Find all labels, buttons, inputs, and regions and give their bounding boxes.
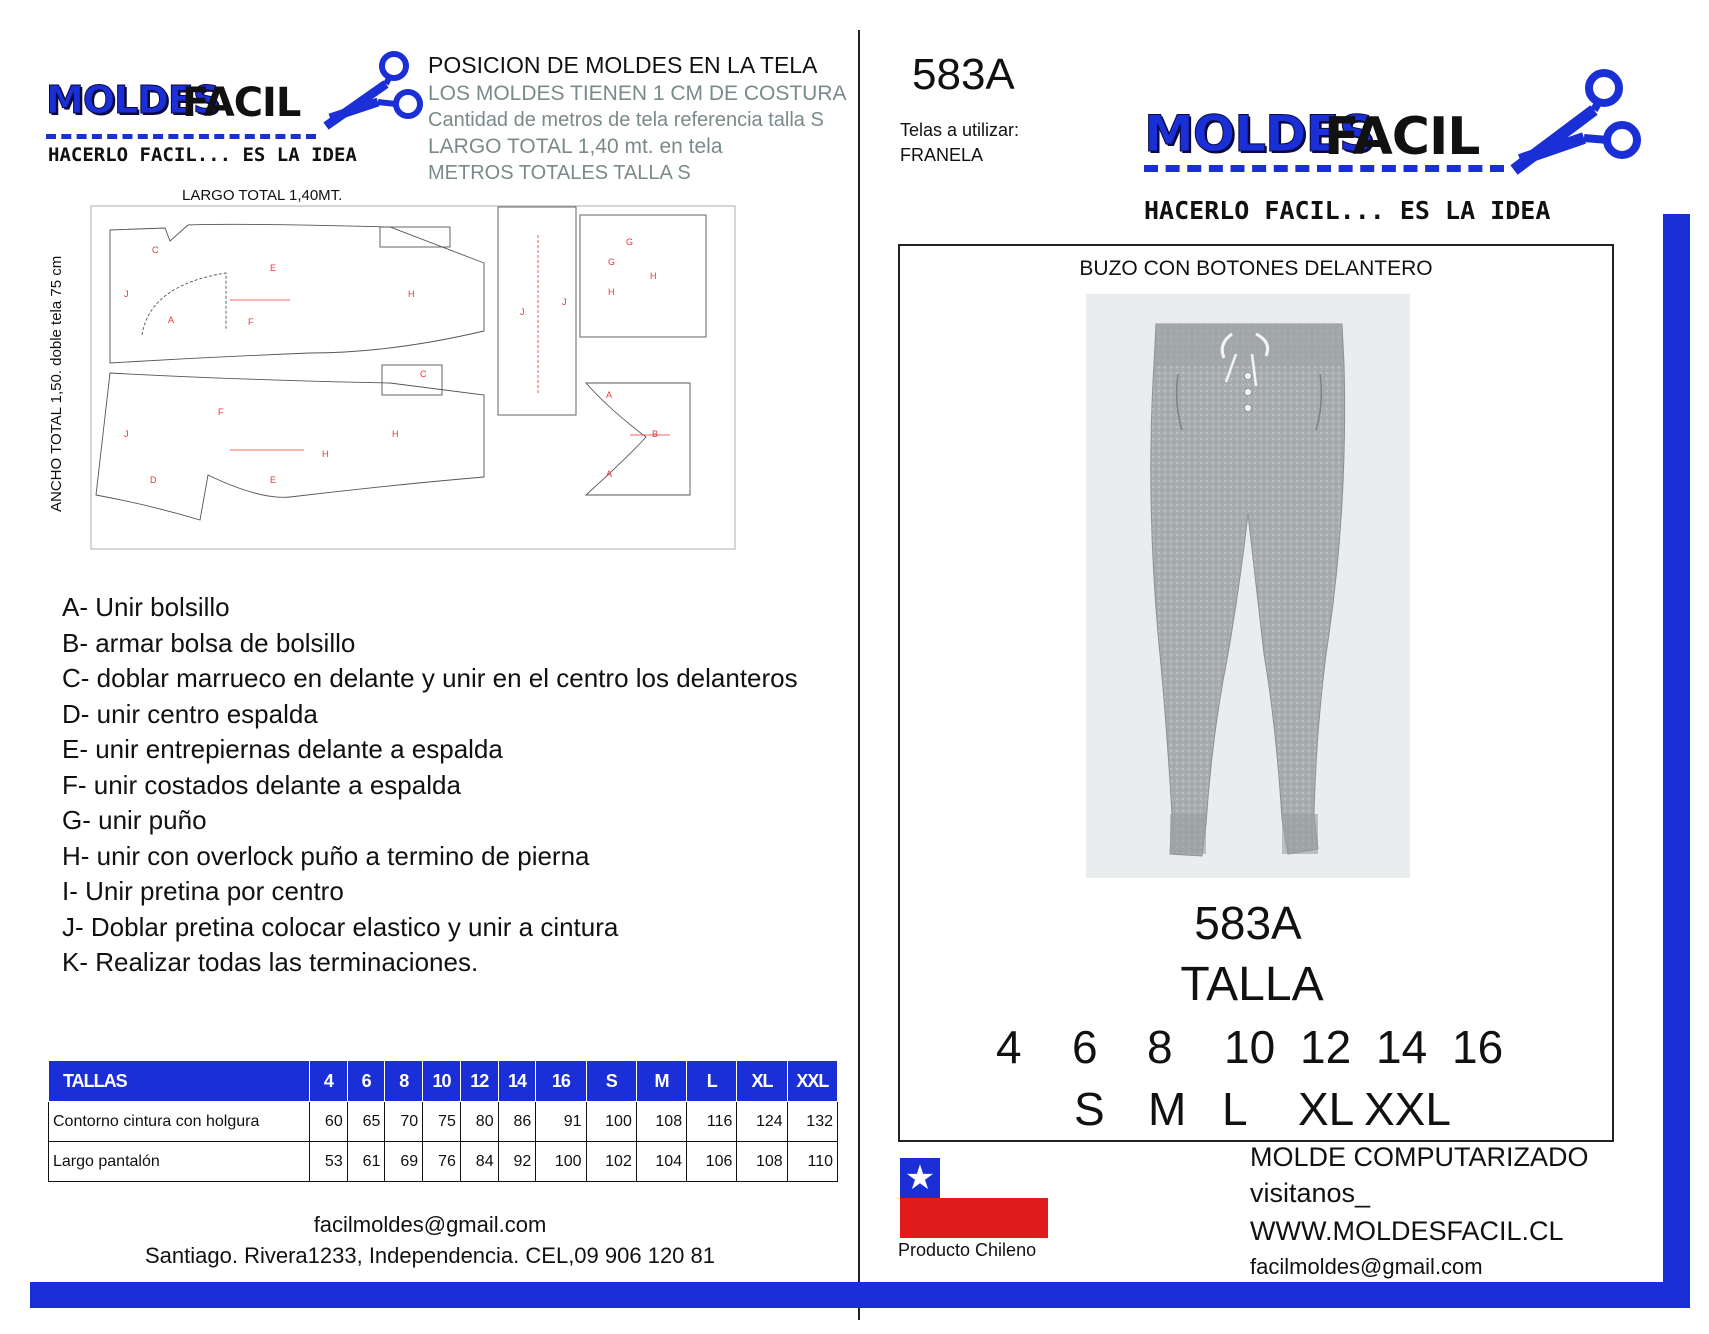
logo-dashed-line [46, 134, 316, 139]
product-title: BUZO CON BOTONES DELANTERO [1079, 257, 1433, 280]
logo-dashed-line [1144, 165, 1504, 172]
logo-moldes-text: MOLDES [46, 78, 220, 122]
svg-text:J: J [520, 307, 525, 317]
seam-note: LOS MOLDES TIENEN 1 CM DE COSTURA [428, 82, 847, 105]
size-header-cell: 12 [460, 1061, 498, 1102]
table-cell: 80 [460, 1102, 498, 1142]
table-cell: 110 [787, 1142, 837, 1182]
table-cell: 84 [460, 1142, 498, 1182]
size-xl: XL [1298, 1083, 1355, 1135]
tagline-left: HACERLO FACIL... ES LA IDEA [48, 144, 357, 166]
tagline-right: HACERLO FACIL... ES LA IDEA [1144, 196, 1551, 225]
size-header-cell: 14 [498, 1061, 536, 1102]
svg-text:G: G [626, 237, 634, 247]
table-cell: 70 [385, 1102, 423, 1142]
right-side-bar [1663, 214, 1690, 1308]
step-j: J- Doblar pretina colocar elastico y unir a cintura [62, 911, 619, 942]
step-h: H- unir con overlock puño a termino de pierna [62, 840, 590, 871]
table-cell: 104 [636, 1142, 686, 1182]
size-header-cell: 8 [385, 1061, 423, 1102]
svg-text:D: D [150, 475, 157, 485]
size-header-cell: 6 [347, 1061, 385, 1102]
layout-side-label: ANCHO TOTAL 1,50. doble tela 75 cm [48, 255, 65, 512]
table-cell: 61 [347, 1142, 385, 1182]
size-l: L [1222, 1083, 1248, 1135]
svg-text:H: H [392, 429, 399, 439]
table-cell: 91 [536, 1102, 586, 1142]
size-header-cell: XXL [787, 1061, 837, 1102]
size-header-cell: 4 [310, 1061, 348, 1102]
talla-label: TALLA [1180, 958, 1324, 1011]
table-cell: 69 [385, 1142, 423, 1182]
svg-text:E: E [270, 263, 277, 273]
total-length-note: LARGO TOTAL 1,40 mt. en tela [428, 135, 723, 158]
step-b: B- armar bolsa de bolsillo [62, 627, 356, 658]
table-cell: 76 [423, 1142, 461, 1182]
placement-title: POSICION DE MOLDES EN LA TELA [428, 52, 818, 78]
svg-text:J: J [562, 297, 567, 307]
flag-caption: Producto Chileno [898, 1240, 1037, 1260]
table-cell: 132 [787, 1102, 837, 1142]
step-c: C- doblar marrueco en delante y unir en el centro los delanteros [62, 663, 798, 693]
svg-text:H: H [408, 289, 415, 299]
table-cell: 75 [423, 1102, 461, 1142]
svg-text:A: A [606, 469, 613, 479]
step-f: F- unir costados delante a espalda [62, 769, 461, 800]
pattern-code: 583A [912, 50, 1015, 99]
svg-text:A: A [606, 390, 613, 400]
size-8: 8 [1147, 1021, 1173, 1073]
svg-text:C: C [152, 245, 159, 255]
size-header-cell: M [636, 1061, 686, 1102]
table-cell: 102 [586, 1142, 636, 1182]
table-cell: 108 [737, 1142, 787, 1182]
step-i: I- Unir pretina por centro [62, 876, 344, 906]
size-xxl: XXL [1364, 1083, 1451, 1135]
size-10: 10 [1224, 1021, 1276, 1073]
size-table-header [49, 1061, 838, 1102]
page-divider [858, 30, 860, 1320]
table-cell: 92 [498, 1142, 536, 1182]
pattern-layout [90, 205, 736, 551]
svg-text:C: C [420, 369, 427, 379]
logo-moldes-text: MOLDES [1144, 105, 1374, 163]
product-photo [1086, 294, 1410, 878]
svg-text:J: J [124, 429, 129, 439]
pants-image [1086, 294, 1410, 878]
svg-text:H: H [650, 271, 657, 281]
step-d: D- unir centro espalda [62, 698, 318, 729]
table-cell: 100 [536, 1142, 586, 1182]
svg-text:E: E [270, 475, 277, 485]
right-page [862, 0, 1662, 1334]
svg-text:G: G [608, 257, 616, 267]
scissors-icon [1504, 60, 1644, 190]
table-row [49, 1142, 838, 1182]
footer-email: facilmoldes@gmail.com [313, 1212, 547, 1237]
table-cell: 65 [347, 1102, 385, 1142]
computerized-mold: MOLDE COMPUTARIZADO [1250, 1142, 1589, 1172]
logo-facil-text: FACIL [1324, 107, 1480, 167]
table-cell: 53 [310, 1142, 348, 1182]
svg-text:J: J [124, 289, 129, 299]
size-4: 4 [996, 1021, 1022, 1073]
size-12: 12 [1300, 1021, 1352, 1073]
svg-text:A: A [168, 315, 175, 325]
svg-text:F: F [248, 317, 254, 327]
step-g: G- unir puño [62, 805, 207, 835]
svg-text:H: H [322, 449, 329, 459]
visit-us: visitanos_ [1250, 1178, 1371, 1208]
size-header-cell: TALLAS [49, 1061, 310, 1102]
chile-flag [900, 1158, 1048, 1238]
footer-address: Santiago. Rivera1233, Independencia. CEL,09 906 120 81 [145, 1243, 715, 1268]
pants-shape [1151, 324, 1345, 856]
table-cell: 116 [687, 1102, 737, 1142]
fabric-value: FRANELA [900, 145, 984, 165]
size-16: 16 [1452, 1021, 1504, 1073]
table-cell: 106 [687, 1142, 737, 1182]
size-6: 6 [1072, 1021, 1098, 1073]
step-e: E- unir entrepiernas delante a espalda [62, 734, 503, 764]
size-m: M [1148, 1083, 1187, 1135]
size-s: S [1074, 1083, 1105, 1135]
svg-text:H: H [608, 287, 615, 297]
table-cell: Largo pantalón [49, 1142, 310, 1182]
size-header-cell: XL [737, 1061, 787, 1102]
scissors-icon [316, 44, 426, 144]
fabric-reference-note: Cantidad de metros de tela referencia talla S [428, 109, 824, 131]
size-header-cell: 10 [423, 1061, 461, 1102]
step-a: A- Unir bolsillo [62, 592, 230, 622]
table-cell: 86 [498, 1102, 536, 1142]
svg-text:F: F [218, 407, 224, 417]
table-row [49, 1102, 838, 1142]
size-header-cell: S [586, 1061, 636, 1102]
table-cell: 100 [586, 1102, 636, 1142]
size-table [48, 1060, 838, 1182]
table-cell: 108 [636, 1102, 686, 1142]
svg-text:B: B [652, 429, 659, 439]
steps-list [62, 590, 852, 981]
fabric-label: Telas a utilizar: [900, 120, 1020, 140]
size-14: 14 [1376, 1021, 1428, 1073]
email-link[interactable]: facilmoldes@gmail.com [1250, 1254, 1483, 1279]
total-meters-note: METROS TOTALES TALLA S [428, 162, 691, 184]
code-big: 583A [1194, 897, 1302, 949]
table-cell: Contorno cintura con holgura [49, 1102, 310, 1142]
logo-right [1144, 105, 1644, 205]
website-link[interactable]: WWW.MOLDESFACIL.CL [1250, 1216, 1564, 1246]
logo-facil-text: FACIL [182, 80, 301, 126]
table-cell: 124 [737, 1102, 787, 1142]
layout-top-label: LARGO TOTAL 1,40MT. [182, 187, 343, 204]
step-k: K- Realizar todas las terminaciones. [62, 947, 479, 977]
size-header-cell: 16 [536, 1061, 586, 1102]
table-cell: 60 [310, 1102, 348, 1142]
star-icon: ★ [904, 1159, 936, 1197]
size-header-cell: L [687, 1061, 737, 1102]
